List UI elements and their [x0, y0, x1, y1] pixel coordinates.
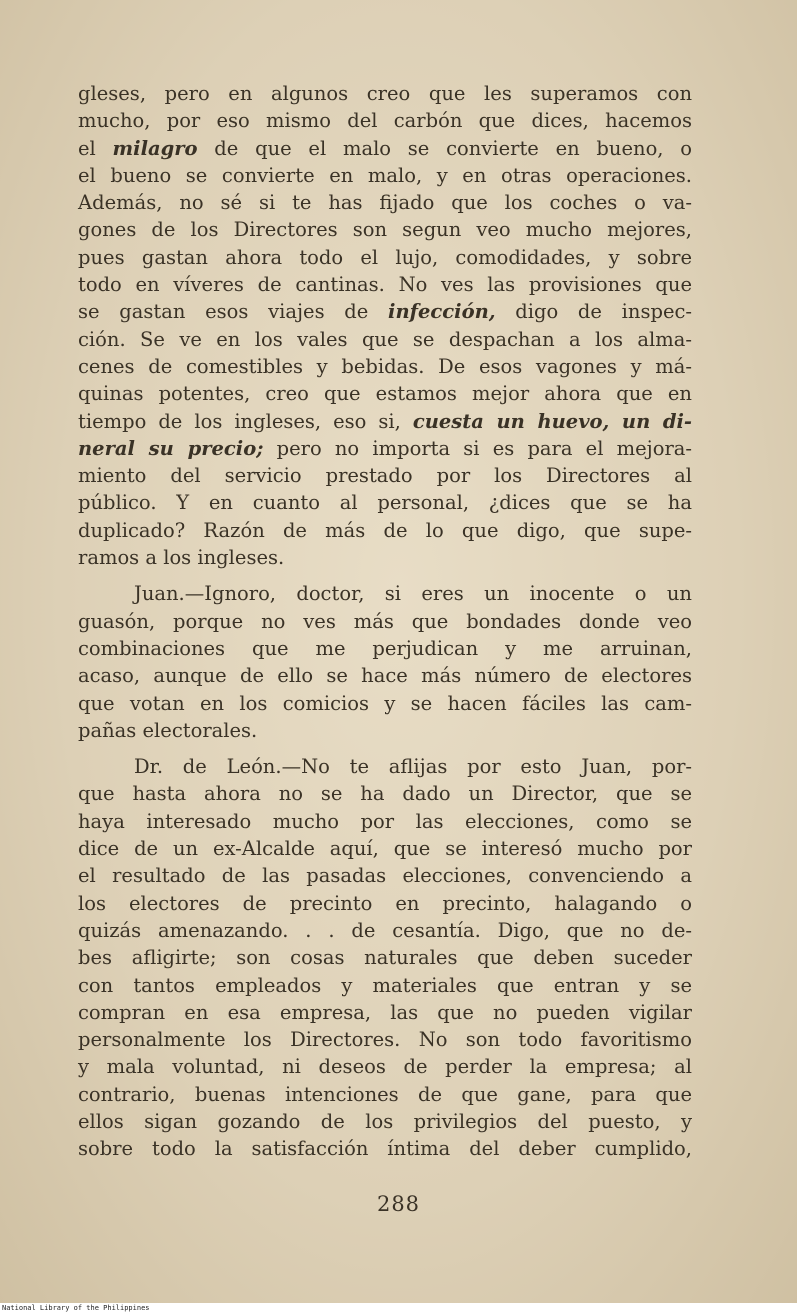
- italic-phrase: infección,: [388, 300, 496, 324]
- text-line: gleses, pero en algunos creo que les superamos con: [78, 82, 692, 105]
- text-line: combinaciones que me perjudican y me arruinan,: [78, 636, 692, 660]
- text-line: gones de los Directores son segun veo mucho mejores,: [78, 218, 692, 242]
- text-line: compran en esa empresa, las que no pueden vigilar: [78, 1000, 692, 1024]
- text-line: pues gastan ahora todo el lujo, comodidades, y sobre: [78, 245, 692, 269]
- text-line: sobre todo la satisfacción íntima del deber cumplido,: [78, 1137, 692, 1161]
- text-line: cenes de comestibles y bebidas. De esos vagones y má-: [78, 354, 692, 378]
- page-number: 288: [376, 1192, 421, 1216]
- paragraph-gap: [78, 744, 692, 753]
- text-line: ellos sigan gozando de los privilegios del puesto, y: [78, 1109, 692, 1133]
- text-line: duplicado? Razón de más de lo que digo, que supe-: [78, 518, 692, 542]
- text-line: Además, no sé si te has fijado que los coches o va-: [78, 191, 692, 215]
- text-line: que hasta ahora no se ha dado un Director, que se: [78, 782, 692, 806]
- text-line: se gastan esos viajes de infección, digo de inspec-: [78, 300, 692, 324]
- text-line: el resultado de las pasadas elecciones, convenciendo a: [78, 864, 692, 888]
- text-line: ción. Se ve en los vales que se despachan a los alma-: [78, 327, 692, 351]
- text-line: quinas potentes, creo que estamos mejor ahora que en: [78, 382, 692, 406]
- text-line: quizás amenazando. . . de cesantía. Digo, que no de-: [78, 918, 692, 942]
- text-line: mucho, por eso mismo del carbón que dices, hacemos: [78, 109, 692, 133]
- italic-phrase: cuesta un huevo, un di-: [412, 409, 692, 433]
- text-line: bes afligirte; son cosas naturales que deben suceder: [78, 946, 692, 970]
- text-line: público. Y en cuanto al personal, ¿dices que se ha: [78, 491, 692, 515]
- text-line: los electores de precinto en precinto, halagando o: [78, 891, 692, 915]
- text-line: haya interesado mucho por las elecciones, como se: [78, 809, 692, 833]
- text-line: personalmente los Directores. No son todo favoritismo: [78, 1028, 692, 1052]
- text-line: todo en víveres de cantinas. No ves las provisiones que: [78, 273, 692, 297]
- text-line: con tantos empleados y materiales que entran y se: [78, 973, 692, 997]
- text-line: ramos a los ingleses.: [78, 546, 285, 570]
- text-line: Juan.—Ignoro, doctor, si eres un inocente o un: [134, 582, 692, 606]
- italic-phrase: milagro: [112, 136, 198, 160]
- text-line: pañas electorales.: [78, 718, 258, 742]
- text-line: contrario, buenas intenciones de que gane, para que: [78, 1082, 692, 1106]
- italic-phrase: neral su precio;: [78, 436, 264, 460]
- text-line: y mala voluntad, ni deseos de perder la empresa; al: [78, 1055, 692, 1079]
- text-line: miento del servicio prestado por los Directores al: [78, 464, 692, 488]
- document-body: [78, 80, 692, 1163]
- text-line: guasón, porque no ves más que bondades donde veo: [78, 609, 692, 633]
- text-line: el bueno se convierte en malo, y en otras operaciones.: [78, 163, 692, 187]
- text-line: Dr. de León.—No te aflijas por esto Juan, por-: [134, 755, 692, 779]
- paragraph-gap: [78, 571, 692, 580]
- text-line: tiempo de los ingleses, eso si, cuesta un huevo, un di-: [78, 409, 692, 433]
- library-footer: National Library of the Philippines: [0, 1303, 797, 1313]
- text-line: neral su precio; pero no importa si es para el mejora-: [78, 436, 693, 460]
- text-line: dice de un ex-Alcalde aquí, que se interesó mucho por: [78, 837, 692, 861]
- text-line: el milagro de que el malo se convierte en bueno, o: [78, 136, 693, 160]
- text-line: que votan en los comicios y se hacen fáciles las cam-: [78, 691, 692, 715]
- text-line: acaso, aunque de ello se hace más número de electores: [78, 664, 692, 688]
